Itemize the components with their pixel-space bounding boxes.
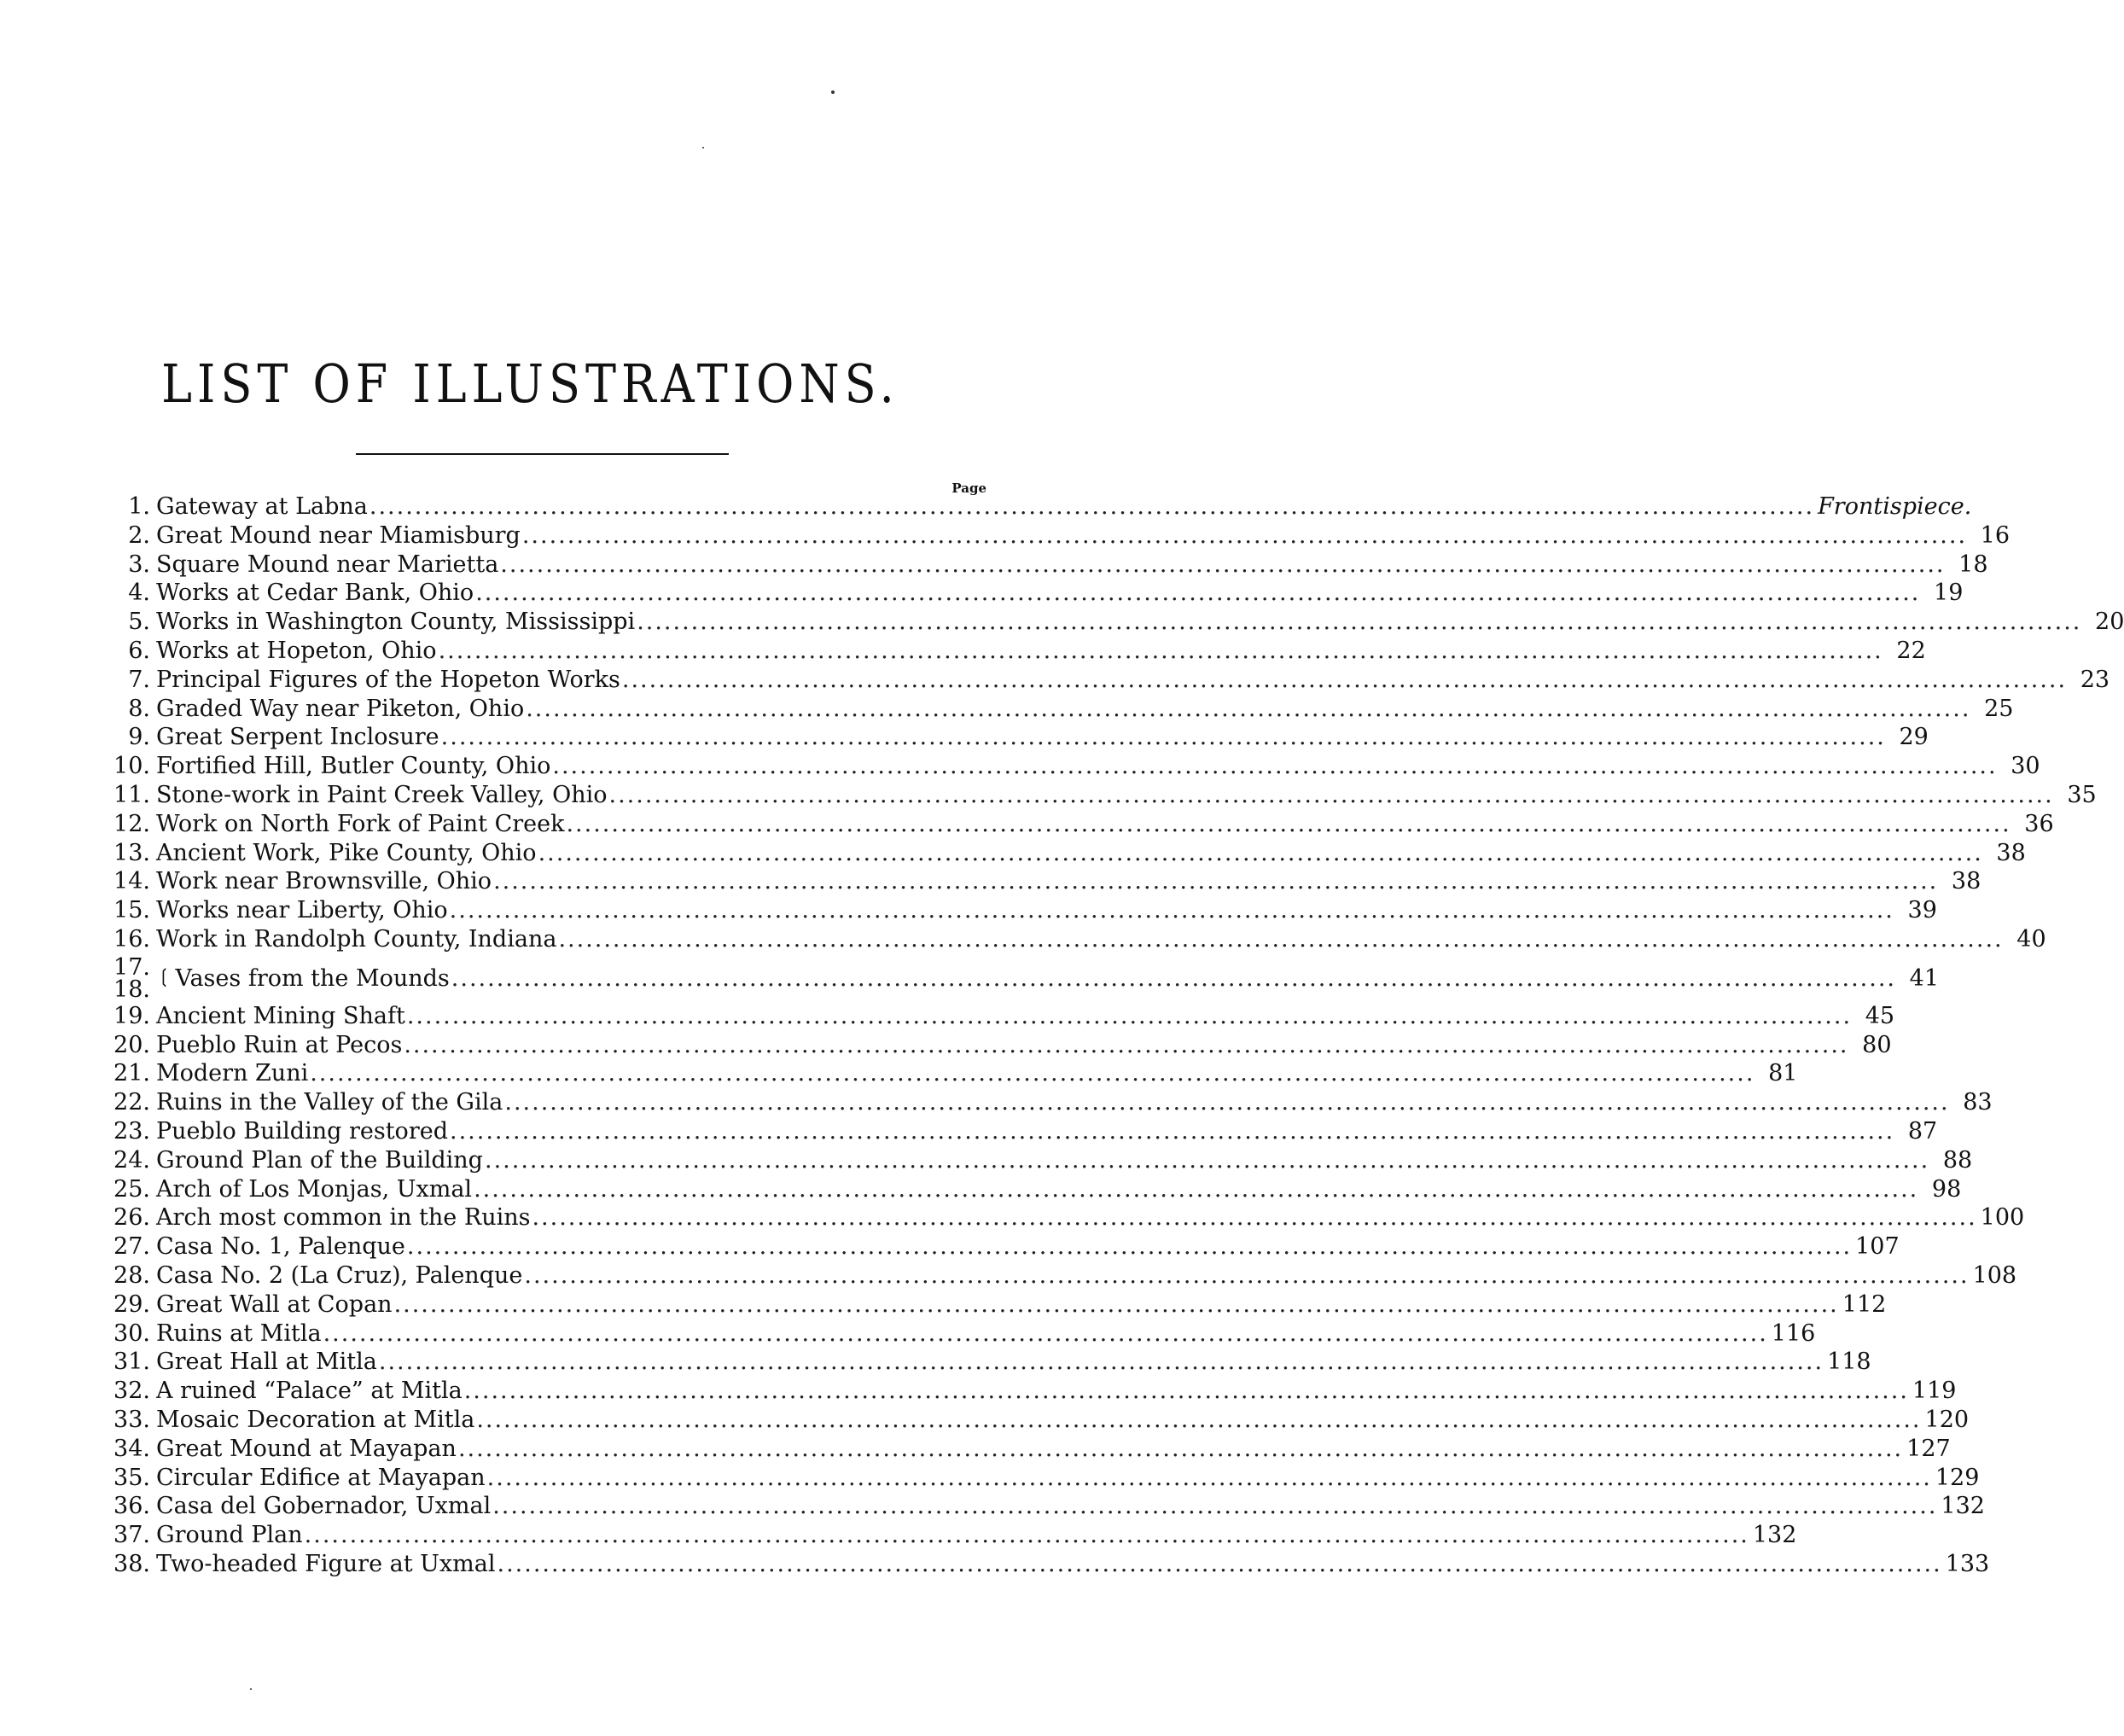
list-item <box>111 580 1964 609</box>
entry-label: Ancient Mining Shaft <box>156 1002 405 1029</box>
dot-leader: ................................................................................................................................................................ <box>492 1493 1938 1520</box>
dot-leader: ................................................................................................................................................................ <box>406 1002 1853 1029</box>
list-item <box>111 810 2054 840</box>
dot-leader: ................................................................................................................................................................ <box>521 521 1968 549</box>
list-item <box>111 666 2110 696</box>
entry-number: 11. <box>113 781 150 808</box>
entry-label: Two-headed Figure at Uxmal <box>156 1550 496 1577</box>
entry-page: 120 <box>1924 1406 1970 1433</box>
dot-leader: ................................................................................................................................................................ <box>500 551 1946 578</box>
entry-label: Principal Figures of the Hopeton Works <box>156 666 620 693</box>
list-item <box>111 781 2097 811</box>
list-item <box>111 1204 2025 1233</box>
list-item <box>111 1060 1798 1089</box>
entry-number: 20. <box>113 1031 150 1058</box>
dot-leader: ................................................................................................................................................................ <box>566 810 2011 837</box>
entry-label: Great Mound at Mayapan <box>156 1435 457 1462</box>
entry-page: 80 <box>1862 1031 1892 1058</box>
entry-page: 40 <box>2016 925 2046 952</box>
title-rule <box>356 453 729 455</box>
entry-number: 4. <box>128 580 150 607</box>
entry-number: 37. <box>113 1522 150 1549</box>
entry-label: Ground Plan of the Building <box>156 1146 483 1174</box>
entry-label: Circular Edifice at Mayapan <box>156 1464 486 1491</box>
entry-label: Vases from the Mounds <box>175 965 450 993</box>
entry-page: 129 <box>1935 1464 1980 1491</box>
entry-label: Works at Hopeton, Ohio <box>156 637 437 664</box>
list-item <box>111 609 2124 638</box>
entry-page: 16 <box>1980 521 2011 549</box>
entry-number: 8. <box>128 695 150 722</box>
list-item <box>111 695 2014 725</box>
ink-speck <box>250 1688 252 1690</box>
entry-number: 34. <box>113 1435 150 1462</box>
entry-number: 21. <box>113 1060 150 1087</box>
list-item <box>111 1378 1957 1407</box>
dot-leader: ................................................................................................................................................................ <box>475 580 1921 607</box>
entry-label: Modern Zuni <box>156 1060 309 1087</box>
entry-number: 6. <box>128 637 150 664</box>
list-item <box>111 493 1972 522</box>
dot-leader: ................................................................................................................................................................ <box>310 1060 1755 1087</box>
entry-number: 19. <box>113 1002 150 1029</box>
list-item <box>111 953 1939 1003</box>
entry-label: Ground Plan <box>156 1522 303 1549</box>
entry-number: 16. <box>113 925 150 952</box>
dot-leader: ................................................................................................................................................................ <box>378 1349 1824 1376</box>
entry-label: Great Mound near Miamisburg <box>156 521 521 549</box>
list-item <box>111 868 1981 897</box>
entry-number: 38. <box>113 1550 150 1577</box>
dot-leader: ................................................................................................................................................................ <box>493 868 1939 895</box>
list-item <box>111 521 2011 551</box>
ink-speck <box>702 147 704 149</box>
page-title: LIST OF ILLUSTRATIONS. <box>161 352 899 415</box>
dot-leader: ................................................................................................................................................................ <box>323 1319 1768 1347</box>
entry-number: 13. <box>113 839 150 866</box>
entry-number: 32. <box>113 1378 150 1405</box>
list-item <box>111 753 2040 782</box>
entry-page: 132 <box>1752 1522 1797 1549</box>
entry-label: Works at Cedar Bank, Ohio <box>156 580 474 607</box>
dot-leader: ................................................................................................................................................................ <box>504 1089 1950 1116</box>
entry-page: 118 <box>1827 1349 1871 1376</box>
entry-page: 127 <box>1906 1435 1951 1462</box>
entry-page: 107 <box>1855 1233 1900 1261</box>
dot-leader: ................................................................................................................................................................ <box>369 493 1815 520</box>
entry-number: 22. <box>113 1089 150 1116</box>
entry-page: 19 <box>1934 580 1964 607</box>
entry-number: 36. <box>113 1493 150 1520</box>
entry-label: Fortified Hill, Butler County, Ohio <box>156 753 551 780</box>
entry-page: 41 <box>1909 965 1939 993</box>
list-item <box>111 1233 1900 1262</box>
list-item <box>111 1261 2017 1291</box>
entry-page: 38 <box>1951 868 1981 895</box>
entry-label: Casa del Gobernador, Uxmal <box>156 1493 492 1520</box>
entry-label: Mosaic Decoration at Mitla <box>156 1406 475 1433</box>
entry-label: Casa No. 1, Palenque <box>156 1233 405 1261</box>
list-item <box>111 1175 1962 1205</box>
entry-page: 98 <box>1931 1175 1962 1203</box>
entry-number: 9. <box>128 724 150 751</box>
entry-number: 14. <box>113 868 150 895</box>
entry-number: 25. <box>113 1175 150 1203</box>
entry-page: 25 <box>1984 695 2014 722</box>
dot-leader: ................................................................................................................................................................ <box>476 1406 1922 1433</box>
entry-page: 108 <box>1972 1261 2017 1289</box>
entry-page: 88 <box>1942 1146 1973 1174</box>
list-item <box>111 1522 1797 1551</box>
entry-page: 39 <box>1907 897 1937 924</box>
list-item <box>111 1464 1980 1494</box>
entry-number: 30. <box>113 1319 150 1347</box>
dot-leader: ................................................................................................................................................................ <box>621 666 2068 693</box>
entry-page: 87 <box>1907 1117 1938 1145</box>
entry-page: 116 <box>1771 1319 1816 1347</box>
dot-leader: ................................................................................................................................................................ <box>404 1031 1849 1058</box>
entry-label: Ruins at Mitla <box>156 1319 322 1347</box>
entry-label: Great Hall at Mitla <box>156 1349 377 1376</box>
dot-leader: ................................................................................................................................................................ <box>526 695 1971 722</box>
entry-page: 35 <box>2067 781 2097 808</box>
entry-number: 12. <box>113 810 150 837</box>
entry-label: Pueblo Ruin at Pecos <box>156 1031 403 1058</box>
dot-leader: ................................................................................................................................................................ <box>552 753 1998 780</box>
entry-page: 112 <box>1842 1290 1887 1318</box>
entry-page: 100 <box>1980 1204 2025 1232</box>
entry-page: 133 <box>1945 1550 1990 1577</box>
list-item <box>111 1031 1892 1061</box>
dot-leader: ................................................................................................................................................................ <box>538 839 1983 866</box>
list-item <box>111 637 1926 667</box>
dot-leader: ................................................................................................................................................................ <box>532 1204 1977 1232</box>
entry-number-second: 18. <box>113 976 150 1003</box>
entry-page: 132 <box>1941 1493 1985 1520</box>
entry-page: 45 <box>1865 1002 1895 1029</box>
entry-label: Work on North Fork of Paint Creek <box>156 810 565 837</box>
brace-mark: ❲ <box>156 965 172 987</box>
dot-leader: ................................................................................................................................................................ <box>637 609 2082 636</box>
entry-number <box>111 953 156 1003</box>
entry-number: 5. <box>128 609 150 636</box>
entry-label: Ruins in the Valley of the Gila <box>156 1089 503 1116</box>
entry-label: Stone-work in Paint Creek Valley, Ohio <box>156 781 608 808</box>
list-item <box>111 925 2046 955</box>
dot-leader: ................................................................................................................................................................ <box>497 1550 1942 1577</box>
entry-number: 28. <box>113 1261 150 1289</box>
entry-page: 23 <box>2080 666 2110 693</box>
entry-page: 119 <box>1912 1378 1957 1405</box>
entry-label: Ancient Work, Pike County, Ohio <box>156 839 537 866</box>
entry-page: Frontispiece. <box>1818 493 1972 520</box>
entry-page: 29 <box>1899 724 1929 751</box>
entry-page: 22 <box>1896 637 1926 664</box>
list-item <box>111 1550 1990 1580</box>
entry-number: 7. <box>128 666 150 693</box>
list-item <box>111 724 1929 753</box>
dot-leader: ................................................................................................................................................................ <box>451 965 1896 993</box>
list-item <box>111 1117 1938 1147</box>
entry-number: 2. <box>128 521 150 549</box>
entry-label: Gateway at Labna <box>156 493 368 520</box>
list-item <box>111 1435 1951 1465</box>
list-item <box>111 551 1988 580</box>
list-item <box>111 1089 1993 1118</box>
dot-leader: ................................................................................................................................................................ <box>474 1175 1919 1203</box>
entry-label: Casa No. 2 (La Cruz), Palenque <box>156 1261 523 1289</box>
entry-number: 31. <box>113 1349 150 1376</box>
entry-number: 10. <box>113 753 150 780</box>
list-item <box>111 1406 1970 1436</box>
dot-leader: ................................................................................................................................................................ <box>558 925 2004 952</box>
dot-leader: ................................................................................................................................................................ <box>438 637 1883 664</box>
entry-label: Work in Randolph County, Indiana <box>156 925 557 952</box>
dot-leader: ................................................................................................................................................................ <box>486 1464 1932 1491</box>
dot-leader: ................................................................................................................................................................ <box>608 781 2054 808</box>
entry-number: 3. <box>128 551 150 578</box>
dot-leader: ................................................................................................................................................................ <box>484 1146 1930 1174</box>
entry-label: A ruined “Palace” at Mitla <box>156 1378 463 1405</box>
entry-label: Arch of Los Monjas, Uxmal <box>156 1175 473 1203</box>
dot-leader: ................................................................................................................................................................ <box>406 1233 1853 1261</box>
entry-page: 81 <box>1768 1060 1798 1087</box>
entry-label: Square Mound near Marietta <box>156 551 499 578</box>
entry-number: 29. <box>113 1290 150 1318</box>
dot-leader: ................................................................................................................................................................ <box>463 1378 1909 1405</box>
entry-number: 1. <box>128 493 150 520</box>
list-item <box>111 1146 1973 1176</box>
entry-number: 26. <box>113 1204 150 1232</box>
entry-number: 27. <box>113 1233 150 1261</box>
dot-leader: ................................................................................................................................................................ <box>449 897 1894 924</box>
list-item <box>111 839 2026 869</box>
entry-page: 20 <box>2095 609 2124 636</box>
entry-label: Pueblo Building restored <box>156 1117 448 1145</box>
illustrations-list <box>111 493 2124 1580</box>
list-item <box>111 1290 1887 1320</box>
entry-label: Great Wall at Copan <box>156 1290 393 1318</box>
entry-number: 33. <box>113 1406 150 1433</box>
entry-page: 36 <box>2024 810 2054 837</box>
entry-number-first: 17. <box>113 953 150 981</box>
list-item <box>111 897 1937 926</box>
entry-label: Graded Way near Piketon, Ohio <box>156 695 525 722</box>
dot-leader: ................................................................................................................................................................ <box>393 1290 1839 1318</box>
entry-number: 23. <box>113 1117 150 1145</box>
dot-leader: ................................................................................................................................................................ <box>449 1117 1895 1145</box>
entry-label: Works near Liberty, Ohio <box>156 897 448 924</box>
dot-leader: ................................................................................................................................................................ <box>304 1522 1749 1549</box>
entry-page: 38 <box>1996 839 2026 866</box>
entry-label: Works in Washington County, Mississippi <box>156 609 636 636</box>
dot-leader: ................................................................................................................................................................ <box>524 1261 1970 1289</box>
entry-label: Great Serpent Inclosure <box>156 724 439 751</box>
dot-leader: ................................................................................................................................................................ <box>440 724 1886 751</box>
list-item <box>111 1002 1895 1032</box>
entry-number: 24. <box>113 1146 150 1174</box>
entry-label: Work near Brownsville, Ohio <box>156 868 492 895</box>
entry-number: 35. <box>113 1464 150 1491</box>
list-item <box>111 1319 1816 1349</box>
dot-leader: ................................................................................................................................................................ <box>457 1435 1904 1462</box>
entry-page: 18 <box>1958 551 1988 578</box>
entry-label: Arch most common in the Ruins <box>156 1204 531 1232</box>
entry-number: 15. <box>113 897 150 924</box>
list-item <box>111 1349 1871 1378</box>
page-column-header: Page <box>951 481 986 496</box>
list-item <box>111 1493 1985 1522</box>
entry-page: 83 <box>1963 1089 1993 1116</box>
entry-page: 30 <box>2011 753 2040 780</box>
ink-speck <box>831 90 835 94</box>
